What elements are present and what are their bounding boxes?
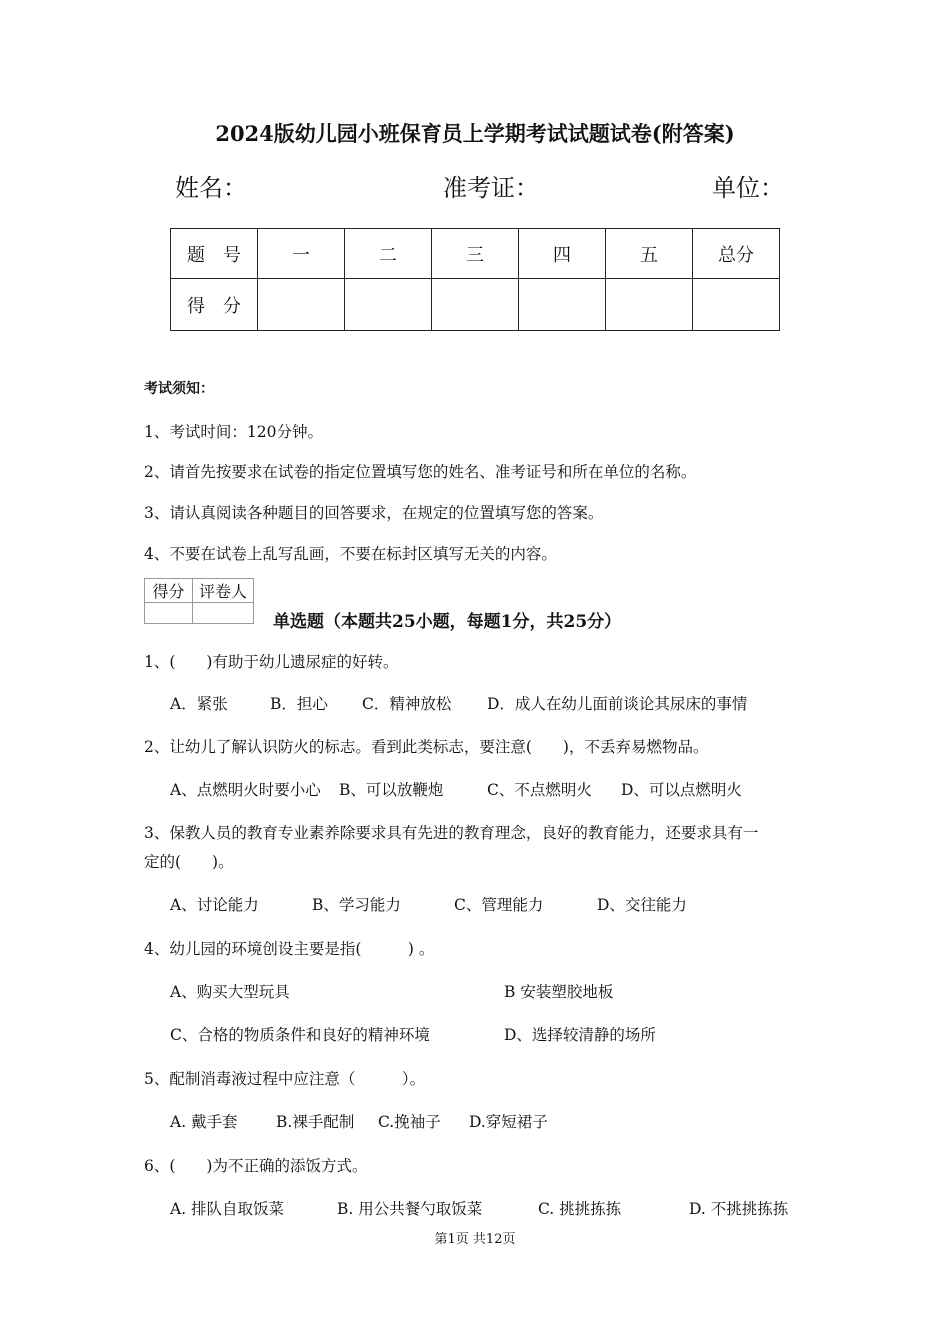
question-4: 4、幼儿园的环境创设主要是指( ) 。	[144, 940, 435, 958]
name-field-label: 姓名：	[175, 174, 247, 202]
option: D、可以点燃明火	[621, 781, 742, 799]
score-cell[interactable]	[519, 279, 606, 331]
score-header-cell: 题 号	[171, 229, 258, 279]
option: B.裸手配制	[276, 1113, 355, 1131]
score-table-score-row	[171, 279, 780, 331]
question-2: 2、让幼儿了解认识防火的标志。看到此类标志，要注意( )，不丢弃易燃物品。	[144, 738, 709, 756]
option: B、学习能力	[312, 896, 401, 914]
notice-item: 2、请首先按要求在试卷的指定位置填写您的姓名、准考证号和所在单位的名称。	[144, 463, 697, 481]
score-header-cell: 三	[432, 229, 519, 279]
question-5: 5、配制消毒液过程中应注意（ ）。	[144, 1070, 426, 1088]
option: A. 排队自取饭菜	[170, 1200, 285, 1218]
notice-item: 3、请认真阅读各种题目的回答要求，在规定的位置填写您的答案。	[144, 504, 604, 522]
notice-item: 4、不要在试卷上乱写乱画，不要在标封区填写无关的内容。	[144, 545, 557, 563]
option: D、选择较清静的场所	[504, 1026, 656, 1044]
option: C．精神放松	[362, 695, 452, 713]
option: C、合格的物质条件和良好的精神环境	[170, 1026, 430, 1044]
option: D. 不挑挑拣拣	[689, 1200, 789, 1218]
score-header-cell: 一	[258, 229, 345, 279]
option: A、讨论能力	[170, 896, 259, 914]
grader-reviewer-label: 评卷人	[193, 579, 254, 603]
grader-box	[144, 578, 254, 624]
notice-heading: 考试须知：	[144, 381, 214, 397]
score-header-cell: 总分	[693, 229, 780, 279]
page-footer: 第1页 共12页	[434, 1232, 516, 1247]
option: A．紧张	[170, 695, 228, 713]
option: B. 用公共餐勺取饭菜	[337, 1200, 483, 1218]
score-table	[170, 228, 780, 331]
score-header-cell: 四	[519, 229, 606, 279]
option: C、不点燃明火	[487, 781, 592, 799]
option: D．成人在幼儿面前谈论其尿床的事情	[487, 695, 748, 713]
option: C、管理能力	[454, 896, 544, 914]
score-cell[interactable]	[432, 279, 519, 331]
exam-id-field-label: 准考证：	[443, 174, 539, 202]
question-6: 6、( )为不正确的添饭方式。	[144, 1157, 368, 1175]
grader-score-label: 得分	[145, 579, 193, 603]
score-table-header-row	[171, 229, 780, 279]
option: A、购买大型玩具	[170, 983, 290, 1001]
notice-item: 1、考试时间：120分钟。	[144, 423, 323, 441]
page-title: 2024版幼儿园小班保育员上学期考试试题试卷(附答案)	[215, 121, 735, 146]
option: B、可以放鞭炮	[339, 781, 444, 799]
option: A、点燃明火时要小心	[170, 781, 321, 799]
question-1: 1、( )有助于幼儿遗尿症的好转。	[144, 653, 399, 671]
score-cell[interactable]	[258, 279, 345, 331]
option: A. 戴手套	[170, 1113, 238, 1131]
grader-reviewer-cell[interactable]	[193, 603, 254, 624]
unit-field-label: 单位：	[712, 174, 784, 202]
score-row-label: 得 分	[171, 279, 258, 331]
question-3: 3、保教人员的教育专业素养除要求具有先进的教育理念，良好的教育能力，还要求具有一	[144, 824, 759, 842]
option: B 安装塑胶地板	[504, 983, 614, 1001]
score-header-cell: 二	[345, 229, 432, 279]
grader-score-cell[interactable]	[145, 603, 193, 624]
score-cell[interactable]	[606, 279, 693, 331]
score-header-cell: 五	[606, 229, 693, 279]
option: C. 挑挑拣拣	[538, 1200, 622, 1218]
score-cell[interactable]	[693, 279, 780, 331]
option: C.挽袖子	[378, 1113, 441, 1131]
question-3-continued: 定的( )。	[144, 853, 234, 871]
option: B．担心	[270, 695, 328, 713]
option: D.穿短裙子	[469, 1113, 548, 1131]
option: D、交往能力	[597, 896, 687, 914]
score-cell[interactable]	[345, 279, 432, 331]
section-title: 单选题（本题共25小题，每题1分，共25分）	[273, 612, 622, 632]
